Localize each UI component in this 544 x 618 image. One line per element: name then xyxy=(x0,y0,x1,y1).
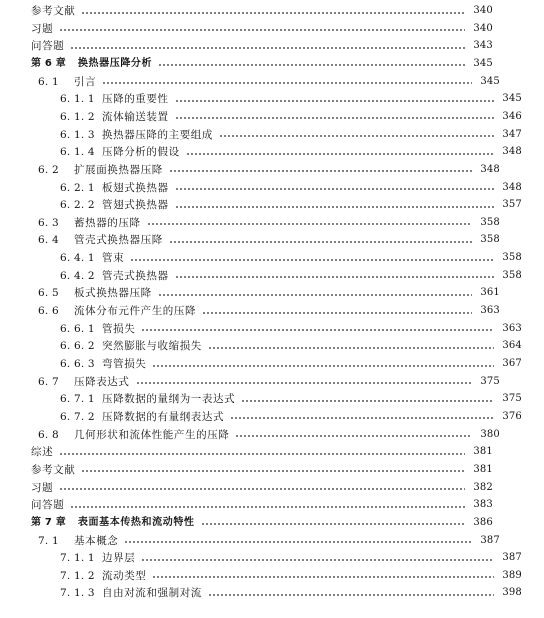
entry-page-number: 340 xyxy=(473,5,493,16)
entry-title: 习题 xyxy=(31,22,54,35)
section-number: 6. 5 xyxy=(38,287,59,300)
toc-subsection xyxy=(0,108,544,126)
dot-leader xyxy=(147,223,472,225)
toc-entry-questions xyxy=(0,496,515,514)
subsection-title: 压降数据的量纲为一表达式 xyxy=(102,393,236,406)
dot-leader xyxy=(141,559,494,561)
section-title: 几何形状和流体性能产生的压降 xyxy=(74,428,230,441)
entry-page-number: 346 xyxy=(502,110,522,122)
dot-leader xyxy=(136,382,473,384)
toc-section xyxy=(0,161,522,179)
chapter-title: 换热器压降分析 xyxy=(77,57,153,69)
toc-subsection xyxy=(0,143,544,161)
subsection-title: 管翅式换热器 xyxy=(102,199,169,212)
toc-subsection xyxy=(0,549,544,567)
toc-chapter-heading xyxy=(0,514,515,532)
entry-page-number: 358 xyxy=(480,216,500,228)
entry-page-number: 398 xyxy=(502,587,522,599)
dot-leader xyxy=(175,206,494,208)
toc-section xyxy=(0,284,522,302)
toc-entry-references xyxy=(0,2,515,20)
subsection-title: 边界层 xyxy=(102,552,136,565)
toc-section xyxy=(0,73,522,91)
entry-page-number: 389 xyxy=(502,569,522,581)
dot-leader xyxy=(59,488,465,490)
subsection-title: 流体输送装置 xyxy=(102,110,169,123)
entry-page-number: 363 xyxy=(502,322,522,334)
toc-entry-questions xyxy=(0,37,515,55)
toc-subsection xyxy=(0,179,544,197)
toc-section xyxy=(0,214,522,232)
entry-title: 参考文献 xyxy=(31,463,76,476)
dot-leader xyxy=(208,594,494,596)
entry-page-number: 382 xyxy=(473,481,493,493)
subsection-title: 自由对流和强制对流 xyxy=(102,587,202,600)
section-title: 板式换热器压降 xyxy=(74,287,152,300)
section-number: 6. 7 xyxy=(38,375,59,388)
entry-page-number: 375 xyxy=(480,375,500,387)
section-number: 6. 6 xyxy=(38,305,59,318)
subsection-number: 6. 1. 3 xyxy=(60,128,95,141)
entry-page-number: 343 xyxy=(473,40,493,52)
toc-subsection xyxy=(0,390,544,408)
subsection-number: 6. 4. 1 xyxy=(60,252,95,265)
dot-leader xyxy=(141,329,494,331)
section-number: 7. 1 xyxy=(38,534,59,547)
entry-page-number: 347 xyxy=(502,128,522,140)
entry-page-number: 361 xyxy=(480,287,500,299)
entry-title: 问答题 xyxy=(31,40,65,53)
entry-title: 参考文献 xyxy=(31,5,76,17)
toc-subsection xyxy=(0,320,544,338)
dot-leader xyxy=(175,188,494,190)
dot-leader xyxy=(219,135,494,137)
section-title: 流体分布元件产生的压降 xyxy=(74,305,197,318)
toc-section xyxy=(0,302,522,320)
entry-page-number: 383 xyxy=(473,499,493,511)
chapter-title: 表面基本传热和流动特性 xyxy=(77,516,195,528)
subsection-number: 7. 1. 1 xyxy=(60,552,95,565)
section-number: 6. 8 xyxy=(38,428,59,441)
section-title: 压降表达式 xyxy=(74,375,130,388)
toc-section xyxy=(0,426,522,444)
dot-leader xyxy=(81,12,465,14)
dot-leader xyxy=(175,100,494,102)
toc-subsection xyxy=(0,249,544,267)
entry-page-number: 358 xyxy=(502,269,522,281)
dot-leader xyxy=(186,153,494,155)
dot-leader xyxy=(81,470,465,472)
section-number: 6. 3 xyxy=(38,216,59,229)
subsection-number: 6. 1. 1 xyxy=(60,93,95,106)
toc-subsection xyxy=(0,567,544,585)
dot-leader xyxy=(70,47,465,49)
subsection-title: 压降数据的有量纲表达式 xyxy=(102,410,225,423)
dot-leader xyxy=(124,541,472,543)
entry-page-number: 381 xyxy=(473,463,493,475)
section-title: 基本概念 xyxy=(74,534,119,547)
dot-leader xyxy=(102,82,472,84)
dot-leader xyxy=(169,170,472,172)
subsection-number: 6. 7. 1 xyxy=(60,393,95,406)
entry-page-number: 340 xyxy=(473,22,493,34)
section-title: 管壳式换热器压降 xyxy=(74,234,163,247)
entry-page-number: 387 xyxy=(480,534,500,546)
entry-page-number: 358 xyxy=(480,234,500,246)
dot-leader xyxy=(230,417,494,419)
section-title: 蓄热器的压降 xyxy=(74,216,141,229)
dot-leader xyxy=(202,312,472,314)
dot-leader xyxy=(152,365,494,367)
dot-leader xyxy=(201,523,465,525)
entry-page-number: 348 xyxy=(480,163,500,175)
subsection-title: 突然膨胀与收缩损失 xyxy=(102,340,202,353)
subsection-number: 6. 4. 2 xyxy=(60,269,95,282)
dot-leader xyxy=(241,400,494,402)
dot-leader xyxy=(70,506,465,508)
entry-page-number: 376 xyxy=(502,410,522,422)
subsection-title: 弯管损失 xyxy=(102,358,147,370)
entry-page-number: 386 xyxy=(473,516,493,528)
entry-page-number: 357 xyxy=(502,199,522,211)
entry-title: 问答题 xyxy=(31,499,65,512)
toc-entry-references xyxy=(0,461,515,479)
toc-entry-exercises xyxy=(0,479,515,497)
subsection-number: 6. 2. 1 xyxy=(60,181,95,194)
entry-page-number: 381 xyxy=(473,446,493,458)
toc-subsection xyxy=(0,584,544,602)
toc-subsection xyxy=(0,126,544,144)
entry-page-number: 348 xyxy=(502,181,522,193)
subsection-title: 管壳式换热器 xyxy=(102,269,169,282)
toc-section xyxy=(0,373,522,391)
chapter-number: 第 6 章 xyxy=(31,57,66,69)
toc-section xyxy=(0,231,522,249)
subsection-title: 流动类型 xyxy=(102,569,147,582)
subsection-title: 板翅式换热器 xyxy=(102,181,169,194)
toc-subsection xyxy=(0,90,544,108)
entry-page-number: 345 xyxy=(480,75,500,87)
dot-leader xyxy=(158,294,472,296)
entry-title: 习题 xyxy=(31,481,54,494)
entry-page-number: 358 xyxy=(502,252,522,264)
entry-page-number: 348 xyxy=(502,146,522,158)
dot-leader xyxy=(59,29,465,31)
toc-subsection xyxy=(0,337,544,355)
subsection-number: 6. 7. 2 xyxy=(60,410,95,423)
toc-entry-exercises xyxy=(0,20,515,38)
entry-page-number: 363 xyxy=(480,305,500,317)
chapter-number: 第 7 章 xyxy=(31,516,66,528)
dot-leader xyxy=(208,347,494,349)
section-number: 6. 2 xyxy=(38,163,59,176)
dot-leader xyxy=(152,576,494,578)
subsection-number: 6. 6. 1 xyxy=(60,322,95,335)
dot-leader xyxy=(59,453,465,455)
dot-leader xyxy=(158,64,465,66)
subsection-number: 6. 6. 2 xyxy=(60,340,95,353)
section-title: 引言 xyxy=(74,75,97,88)
entry-page-number: 367 xyxy=(502,358,522,369)
subsection-number: 7. 1. 3 xyxy=(60,587,95,600)
subsection-title: 管损失 xyxy=(102,322,136,335)
entry-title: 综述 xyxy=(31,446,54,459)
subsection-title: 压降分析的假设 xyxy=(102,146,180,159)
dot-leader xyxy=(235,435,472,437)
subsection-title: 管束 xyxy=(102,252,125,265)
entry-page-number: 387 xyxy=(502,552,522,564)
dot-leader xyxy=(175,276,494,278)
dot-leader xyxy=(175,117,494,119)
entry-page-number: 364 xyxy=(502,340,522,352)
section-number: 6. 1 xyxy=(38,75,59,88)
dot-leader xyxy=(130,259,494,261)
subsection-title: 压降的重要性 xyxy=(102,93,169,106)
dot-leader xyxy=(169,241,472,243)
entry-page-number: 345 xyxy=(473,57,493,69)
toc-entry-summary xyxy=(0,443,515,461)
subsection-number: 6. 2. 2 xyxy=(60,199,95,212)
toc-subsection xyxy=(0,408,544,426)
subsection-number: 6. 6. 3 xyxy=(60,358,95,370)
entry-page-number: 375 xyxy=(502,393,522,405)
subsection-title: 换热器压降的主要组成 xyxy=(102,128,213,141)
section-number: 6. 4 xyxy=(38,234,59,247)
subsection-number: 6. 1. 4 xyxy=(60,146,95,159)
subsection-number: 7. 1. 2 xyxy=(60,569,95,582)
entry-page-number: 345 xyxy=(502,93,522,105)
subsection-number: 6. 1. 2 xyxy=(60,110,95,123)
toc-chapter-heading xyxy=(0,55,515,73)
toc-subsection xyxy=(0,267,544,285)
toc-subsection xyxy=(0,355,544,373)
section-title: 扩展面换热器压降 xyxy=(74,163,163,176)
toc-section xyxy=(0,532,522,550)
entry-page-number: 380 xyxy=(480,428,500,440)
toc-subsection xyxy=(0,196,544,214)
